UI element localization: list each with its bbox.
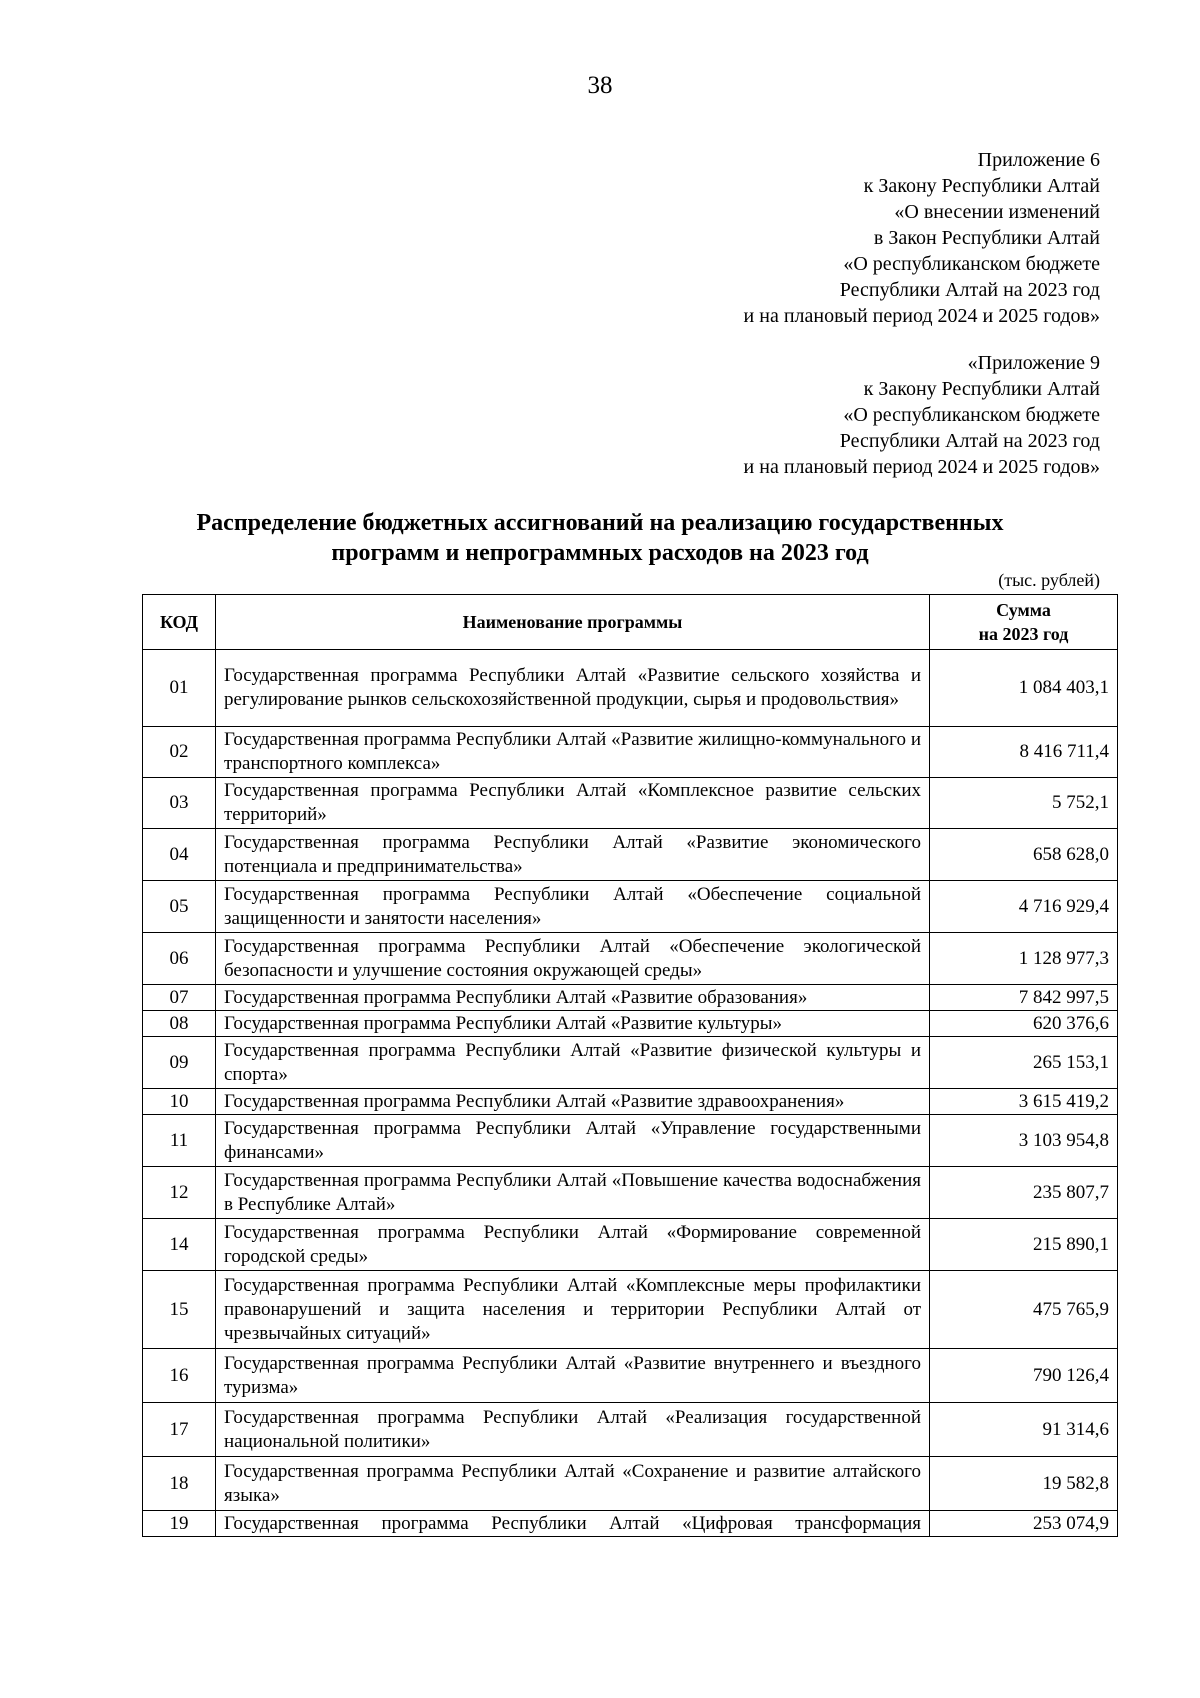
table-row	[143, 650, 1118, 727]
appendix-main-line: к Закону Республики Алтай	[863, 175, 1100, 197]
table-row	[143, 727, 1118, 778]
row-code: 19	[143, 1511, 216, 1537]
row-name: Государственная программа Республики Алтай «Реализация государственной национальной политики»	[216, 1403, 930, 1457]
row-sum: 215 890,1	[930, 1219, 1118, 1271]
title-line-2: программ и непрограммных расходов на 2023 год	[331, 540, 869, 566]
budget-table	[142, 594, 1118, 1537]
header-code: КОД	[143, 595, 216, 650]
row-code: 14	[143, 1219, 216, 1271]
table-row	[143, 1089, 1118, 1115]
table-row	[143, 1271, 1118, 1349]
title-line-1: Распределение бюджетных ассигнований на реализацию государственных	[196, 510, 1004, 536]
row-sum: 3 103 954,8	[930, 1115, 1118, 1167]
row-code: 02	[143, 727, 216, 778]
row-name: Государственная программа Республики Алтай «Развитие экономического потенциала и предпринимательства»	[216, 829, 930, 881]
row-sum: 235 807,7	[930, 1167, 1118, 1219]
header-name: Наименование программы	[216, 595, 930, 650]
row-sum: 475 765,9	[930, 1271, 1118, 1349]
appendix-main-line: Приложение 6	[977, 149, 1100, 171]
table-row	[143, 1349, 1118, 1403]
row-name: Государственная программа Республики Алтай «Развитие жилищно-коммунального и транспортного комплекса»	[216, 727, 930, 778]
row-code: 04	[143, 829, 216, 881]
header-sum-line-1: Сумма	[996, 600, 1051, 620]
table-row	[143, 829, 1118, 881]
appendix-main-line: и на плановый период 2024 и 2025 годов»	[743, 305, 1100, 327]
row-name: Государственная программа Республики Алтай «Развитие культуры»	[216, 1011, 930, 1037]
row-name: Государственная программа Республики Алтай «Управление государственными финансами»	[216, 1115, 930, 1167]
appendix-sub-line: «Приложение 9	[967, 352, 1100, 374]
table-row	[143, 985, 1118, 1011]
row-sum: 253 074,9	[930, 1511, 1118, 1537]
table-row	[143, 933, 1118, 985]
row-name: Государственная программа Республики Алтай «Комплексное развитие сельских территорий»	[216, 778, 930, 829]
row-name: Государственная программа Республики Алтай «Цифровая трансформация	[216, 1511, 930, 1537]
page-number: 38	[587, 72, 613, 99]
row-code: 07	[143, 985, 216, 1011]
table-row	[143, 1115, 1118, 1167]
table-row	[143, 1511, 1118, 1537]
appendix-main	[744, 147, 1100, 329]
row-sum: 790 126,4	[930, 1349, 1118, 1403]
table-row	[143, 881, 1118, 933]
row-sum: 7 842 997,5	[930, 985, 1118, 1011]
row-code: 12	[143, 1167, 216, 1219]
row-code: 17	[143, 1403, 216, 1457]
appendix-sub	[744, 350, 1100, 480]
row-name: Государственная программа Республики Алтай «Повышение качества водоснабжения в Республике Алтай»	[216, 1167, 930, 1219]
table-row	[143, 1219, 1118, 1271]
row-code: 03	[143, 778, 216, 829]
table-row	[143, 1403, 1118, 1457]
row-code: 06	[143, 933, 216, 985]
row-name: Государственная программа Республики Алтай «Комплексные меры профилактики правонарушений и защита населения и территории Республики Алтай от чрезвычайных ситуаций»	[216, 1271, 930, 1349]
row-name: Государственная программа Республики Алтай «Сохранение и развитие алтайского языка»	[216, 1457, 930, 1511]
appendix-sub-line: «О республиканском бюджете	[843, 404, 1100, 426]
row-sum: 4 716 929,4	[930, 881, 1118, 933]
appendix-sub-line: Республики Алтай на 2023 год	[839, 430, 1100, 452]
units-note: (тыс. рублей)	[998, 570, 1100, 590]
row-code: 11	[143, 1115, 216, 1167]
row-name: Государственная программа Республики Алтай «Обеспечение социальной защищенности и занятости населения»	[216, 881, 930, 933]
appendix-main-line: Республики Алтай на 2023 год	[839, 279, 1100, 301]
document-title	[0, 508, 1200, 568]
appendix-main-line: в Закон Республики Алтай	[873, 227, 1100, 249]
row-sum: 3 615 419,2	[930, 1089, 1118, 1115]
row-name: Государственная программа Республики Алтай «Формирование современной городской среды»	[216, 1219, 930, 1271]
table-row	[143, 1037, 1118, 1089]
row-name: Государственная программа Республики Алтай «Развитие здравоохранения»	[216, 1089, 930, 1115]
table-row	[143, 778, 1118, 829]
row-name: Государственная программа Республики Алтай «Развитие образования»	[216, 985, 930, 1011]
row-name: Государственная программа Республики Алтай «Развитие физической культуры и спорта»	[216, 1037, 930, 1089]
row-sum: 1 128 977,3	[930, 933, 1118, 985]
row-code: 01	[143, 650, 216, 727]
row-sum: 658 628,0	[930, 829, 1118, 881]
row-code: 09	[143, 1037, 216, 1089]
table-row	[143, 1167, 1118, 1219]
row-name: Государственная программа Республики Алтай «Обеспечение экологической безопасности и улучшение состояния окружающей среды»	[216, 933, 930, 985]
appendix-main-line: «О внесении изменений	[894, 201, 1100, 223]
row-sum: 5 752,1	[930, 778, 1118, 829]
row-name: Государственная программа Республики Алтай «Развитие внутреннего и въездного туризма»	[216, 1349, 930, 1403]
appendix-main-line: «О республиканском бюджете	[843, 253, 1100, 275]
header-sum	[930, 595, 1118, 650]
row-sum: 8 416 711,4	[930, 727, 1118, 778]
row-name: Государственная программа Республики Алтай «Развитие сельского хозяйства и регулирование рынков сельскохозяйственной продукции, сырья и продовольствия»	[216, 650, 930, 727]
row-code: 18	[143, 1457, 216, 1511]
row-sum: 91 314,6	[930, 1403, 1118, 1457]
row-code: 05	[143, 881, 216, 933]
table-header-row	[143, 595, 1118, 650]
table-row	[143, 1011, 1118, 1037]
row-code: 10	[143, 1089, 216, 1115]
table-row	[143, 1457, 1118, 1511]
row-code: 08	[143, 1011, 216, 1037]
row-sum: 620 376,6	[930, 1011, 1118, 1037]
row-sum: 265 153,1	[930, 1037, 1118, 1089]
appendix-sub-line: и на плановый период 2024 и 2025 годов»	[743, 456, 1100, 478]
header-sum-line-2: на 2023 год	[978, 624, 1069, 644]
row-code: 15	[143, 1271, 216, 1349]
row-sum: 19 582,8	[930, 1457, 1118, 1511]
row-sum: 1 084 403,1	[930, 650, 1118, 727]
appendix-sub-line: к Закону Республики Алтай	[863, 378, 1100, 400]
row-code: 16	[143, 1349, 216, 1403]
